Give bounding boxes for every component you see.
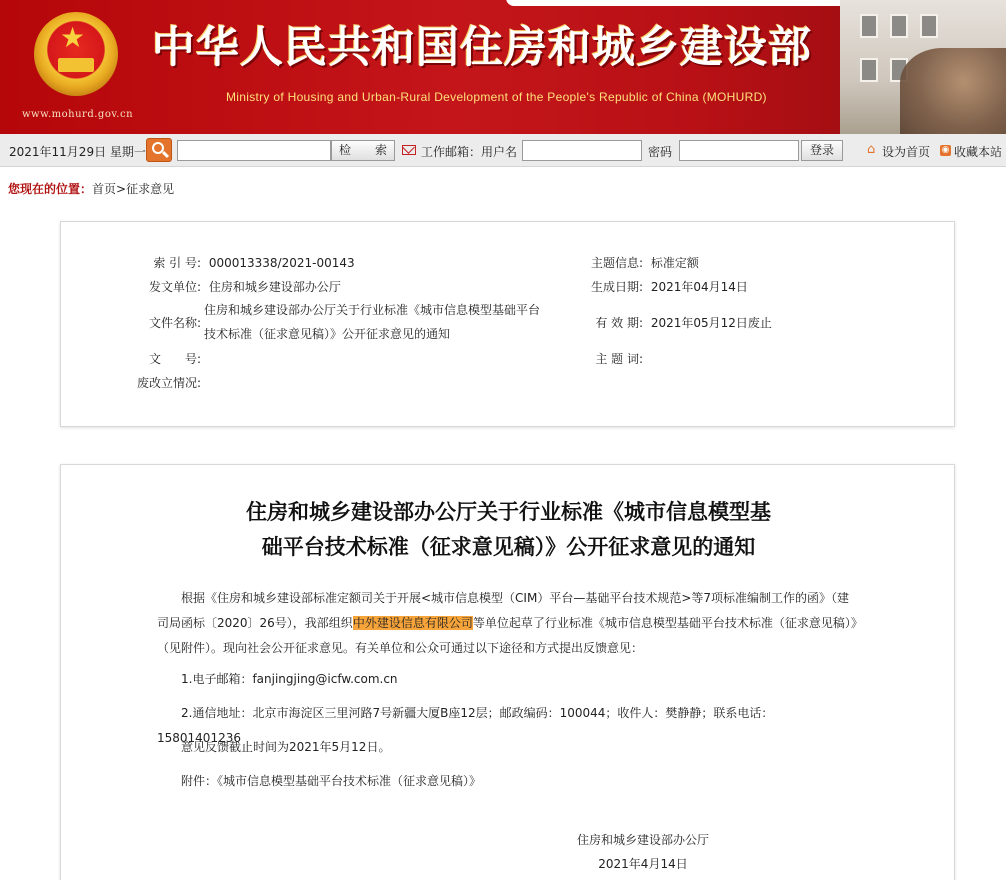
search-input[interactable]: [177, 140, 331, 161]
paragraph-1-part-b: 等单位起草了行业标准《城市信息模型基础平台技术标准（征求意见稿）》（见附件）。现向社会公开征求意见。有关单位和公众可通过以下途径和方式提出反馈意见：: [157, 616, 857, 655]
article-email: 1.电子邮箱：fanjingjing@icfw.com.cn: [181, 672, 398, 686]
docname-value: 住房和城乡建设部办公厅关于行业标准《城市信息模型基础平台技术标准（征求意见稿）》公开征求意见的通知: [204, 303, 541, 341]
issuer-value: 住房和城乡建设部办公厅: [208, 280, 341, 294]
valid-label: 有 效 期:: [595, 316, 643, 330]
national-emblem-icon: ★: [34, 12, 118, 96]
article-paragraph-1: [157, 586, 857, 661]
index-value: 000013338/2021-00143: [208, 256, 355, 270]
created-value: 2021年04月14日: [650, 280, 748, 294]
password-label: 密码: [648, 145, 673, 159]
article-attachment[interactable]: 附件：《城市信息模型基础平台技术标准（征求意见稿）》: [181, 774, 482, 788]
search-icon[interactable]: [146, 138, 172, 162]
valid-value: 2021年05月12日废止: [650, 316, 772, 330]
login-button[interactable]: 登录: [801, 140, 843, 161]
password-input[interactable]: [679, 140, 799, 161]
breadcrumb: [8, 180, 174, 197]
home-icon: ⌂: [867, 142, 876, 157]
document-meta-box: [60, 221, 955, 427]
site-title: 中华人民共和国住房和城乡建设部: [152, 23, 812, 73]
username-input[interactable]: [522, 140, 642, 161]
issuer-label: 发文单位:: [148, 280, 201, 294]
top-toolbar: [0, 134, 1006, 167]
keyword-label: 主 题 词:: [595, 352, 643, 366]
site-url: www.mohurd.gov.cn: [22, 109, 134, 120]
topic-value: 标准定额: [650, 256, 699, 270]
mail-icon: [402, 145, 416, 155]
topic-label: 主题信息:: [590, 256, 643, 270]
site-subtitle: Ministry of Housing and Urban-Rural Development of the People's Republic of China (MOHURD): [226, 90, 767, 104]
set-homepage-link[interactable]: 设为首页: [882, 145, 931, 159]
banner-tree-image: [900, 48, 1006, 134]
signature-date: 2021年4月14日: [598, 857, 688, 871]
search-button[interactable]: 检 索: [331, 140, 395, 161]
created-label: 生成日期:: [590, 280, 643, 294]
bookmark-link[interactable]: 收藏本站: [954, 145, 1003, 159]
bookmark-icon: ◉: [941, 145, 950, 155]
highlighted-company: 中外建设信息有限公司: [352, 616, 473, 630]
current-date: 2021年11月29日 星期一: [9, 145, 146, 159]
signature-org: 住房和城乡建设部办公厅: [576, 833, 709, 847]
article-deadline: 意见反馈截止时间为2021年5月12日。: [181, 740, 391, 754]
article-address: 2.通信地址：北京市海淀区三里河路7号新疆大厦B座12层；邮政编码：100044；收件人：樊静静；联系电话：15801401236: [157, 706, 774, 745]
paragraph-1-part-a: 根据《住房和城乡建设部标准定额司关于开展<城市信息模型（CIM）平台—基础平台技术规范>等7项标准编制工作的函》（建司局函标〔2020〕26号），我部组织: [157, 591, 850, 630]
docname-label: 文件名称:: [148, 316, 201, 330]
article-title: [61, 495, 956, 565]
article-title-line-2: 础平台技术标准（征求意见稿）》公开征求意见的通知: [261, 535, 756, 559]
docnum-label: 文 号:: [148, 352, 201, 366]
breadcrumb-lead: 您现在的位置：: [8, 182, 93, 196]
breadcrumb-path[interactable]: 首页>征求意见: [92, 182, 175, 196]
article-title-line-1: 住房和城乡建设部办公厅关于行业标准《城市信息模型基: [246, 500, 771, 524]
mail-username-label: 工作邮箱：用户名: [421, 145, 518, 159]
site-banner: [0, 0, 1006, 134]
status-label: 废改立情况:: [136, 376, 201, 390]
article-body: [60, 464, 955, 880]
index-label: 索 引 号:: [153, 256, 201, 270]
banner-top-tab: [506, 0, 850, 6]
